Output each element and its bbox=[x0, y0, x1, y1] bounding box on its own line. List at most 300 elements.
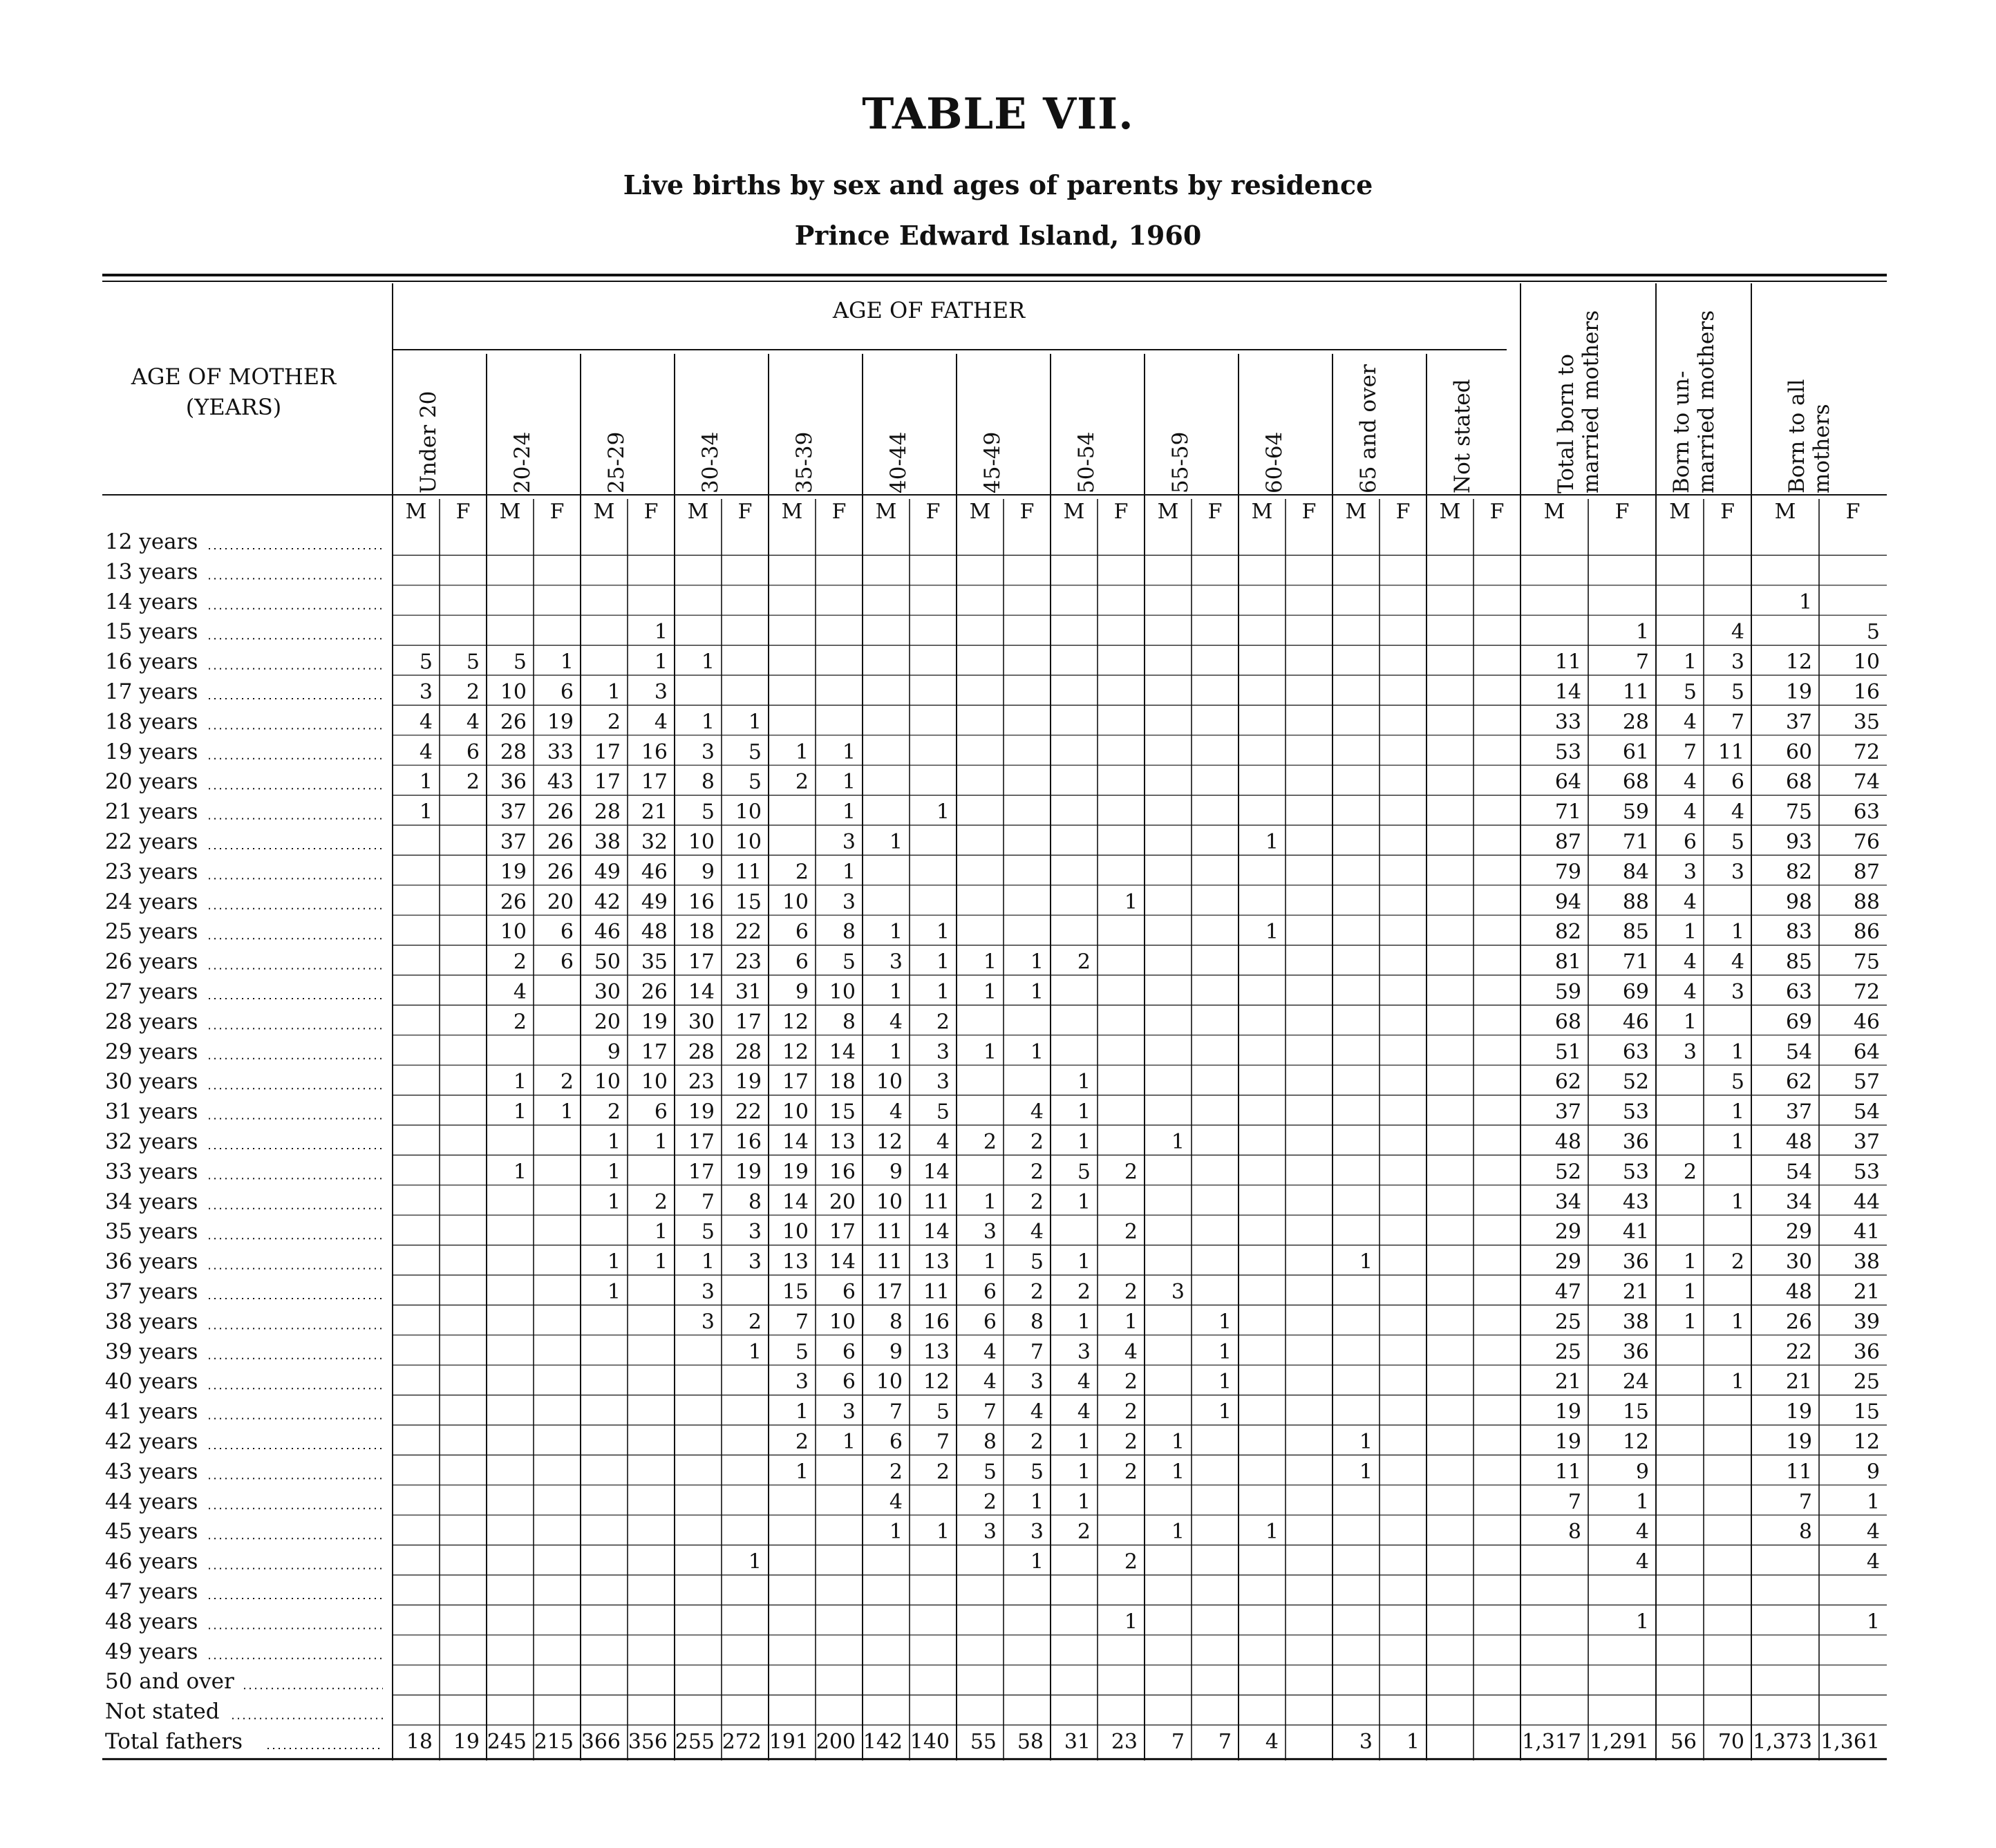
table-cell: 12 bbox=[876, 1130, 903, 1154]
row-label: 25 years bbox=[105, 919, 198, 945]
table-cell: 10 bbox=[735, 800, 762, 824]
table-cell: 5 bbox=[748, 770, 762, 795]
sex-label: M bbox=[499, 500, 521, 524]
sex-label: F bbox=[1207, 500, 1223, 524]
table-cell: 48 bbox=[641, 920, 668, 945]
table-cell: 28 bbox=[1622, 710, 1649, 735]
table-cell: 22 bbox=[1785, 1339, 1812, 1364]
table-cell: 8 bbox=[1567, 1520, 1581, 1545]
table-cell: 36 bbox=[1622, 1339, 1649, 1364]
total-cell: 245 bbox=[487, 1730, 527, 1754]
table-cell: 3 bbox=[701, 739, 715, 764]
row-label: 34 years bbox=[105, 1189, 198, 1214]
table-cell: 16 bbox=[641, 739, 668, 764]
table-cell: 10 bbox=[500, 680, 527, 704]
table-cell: 16 bbox=[735, 1130, 762, 1154]
table-cell: 7 bbox=[1030, 1339, 1044, 1364]
father-header: AGE OF FATHER bbox=[832, 297, 1026, 323]
table-cell: 49 bbox=[594, 860, 621, 885]
table-cell: 1 bbox=[1866, 1610, 1880, 1634]
table-cell: 53 bbox=[1622, 1100, 1649, 1124]
table-cell: 6 bbox=[560, 950, 574, 974]
table-cell: 2 bbox=[1124, 1370, 1138, 1395]
total-cell: 19 bbox=[453, 1730, 480, 1754]
total-cell: 272 bbox=[722, 1730, 762, 1754]
row-label: 28 years bbox=[105, 1009, 198, 1035]
table-cell: 11 bbox=[876, 1250, 903, 1274]
table-cell: 10 bbox=[876, 1189, 903, 1214]
table-cell: 15 bbox=[1622, 1399, 1649, 1424]
table-cell: 21 bbox=[1785, 1370, 1812, 1395]
father-group-label: 50-54 bbox=[1074, 431, 1099, 493]
table-cell: 5 bbox=[1866, 620, 1880, 645]
table-cell: 3 bbox=[936, 1070, 950, 1095]
sex-label: M bbox=[875, 500, 897, 524]
row-label: 24 years bbox=[105, 889, 198, 914]
table-cell: 2 bbox=[1124, 1220, 1138, 1245]
table-cell: 30 bbox=[1785, 1250, 1812, 1274]
table-cell: 44 bbox=[1853, 1189, 1880, 1214]
table-cell: 75 bbox=[1853, 950, 1880, 974]
table-cell: 54 bbox=[1785, 1039, 1812, 1064]
table-cell: 17 bbox=[782, 1070, 809, 1095]
table-cell: 25 bbox=[1853, 1370, 1880, 1395]
table-cell: 29 bbox=[1785, 1220, 1812, 1245]
table-cell: 1 bbox=[1171, 1130, 1185, 1154]
table-cell: 33 bbox=[547, 739, 574, 764]
table-cell: 19 bbox=[1785, 1399, 1812, 1424]
summary-group-label: Born to all bbox=[1785, 379, 1809, 493]
table-cell: 1 bbox=[983, 980, 997, 1004]
table-cell: 37 bbox=[1785, 710, 1812, 735]
summary-group-label-2: married mothers bbox=[1579, 310, 1603, 493]
table-cell: 88 bbox=[1853, 889, 1880, 914]
table-cell: 3 bbox=[936, 1039, 950, 1064]
table-cell: 4 bbox=[513, 980, 527, 1004]
table-cell: 60 bbox=[1785, 739, 1812, 764]
table-cell: 1 bbox=[513, 1100, 527, 1124]
table-cell: 71 bbox=[1622, 950, 1649, 974]
table-cell: 1 bbox=[842, 800, 856, 824]
table-cell: 71 bbox=[1622, 830, 1649, 854]
table-cell: 6 bbox=[1731, 770, 1744, 795]
table-cell: 68 bbox=[1554, 1010, 1581, 1035]
total-cell: 7 bbox=[1171, 1730, 1185, 1754]
table-cell: 14 bbox=[923, 1220, 950, 1245]
table-cell: 11 bbox=[1785, 1460, 1812, 1484]
table-cell: 20 bbox=[594, 1010, 621, 1035]
table-cell: 7 bbox=[936, 1430, 950, 1454]
table-cell: 7 bbox=[1731, 710, 1744, 735]
table-cell: 17 bbox=[594, 770, 621, 795]
table-cell: 10 bbox=[829, 980, 856, 1004]
row-label: 27 years bbox=[105, 979, 198, 1004]
table-cell: 11 bbox=[1622, 680, 1649, 704]
sex-label: M bbox=[969, 500, 991, 524]
table-cell: 4 bbox=[1683, 710, 1697, 735]
table-cell: 1 bbox=[936, 980, 950, 1004]
row-label: 13 years bbox=[105, 559, 198, 585]
summary-group-label: Born to un- bbox=[1669, 370, 1694, 493]
table-cell: 2 bbox=[1683, 1160, 1697, 1185]
table-cell: 5 bbox=[1731, 680, 1744, 704]
table-cell: 12 bbox=[1622, 1430, 1649, 1454]
row-label: 12 years bbox=[105, 529, 198, 554]
table-cell: 13 bbox=[782, 1250, 809, 1274]
table-cell: 11 bbox=[1554, 650, 1581, 675]
table-cell: 1 bbox=[419, 770, 433, 795]
table-cell: 3 bbox=[1030, 1370, 1044, 1395]
total-cell: 7 bbox=[1218, 1730, 1232, 1754]
table-cell: 1 bbox=[1124, 889, 1138, 914]
table-cell: 14 bbox=[782, 1130, 809, 1154]
table-cell: 17 bbox=[829, 1220, 856, 1245]
table-cell: 64 bbox=[1853, 1039, 1880, 1064]
father-group-label: 65 and over bbox=[1356, 364, 1381, 493]
table-cell: 72 bbox=[1853, 980, 1880, 1004]
row-label: 30 years bbox=[105, 1069, 198, 1095]
table-cell: 2 bbox=[983, 1489, 997, 1514]
table-cell: 6 bbox=[983, 1310, 997, 1335]
table-cell: 4 bbox=[1635, 1549, 1649, 1574]
table-cell: 30 bbox=[594, 980, 621, 1004]
total-cell: 56 bbox=[1670, 1730, 1697, 1754]
table-cell: 5 bbox=[1030, 1460, 1044, 1484]
table-cell: 2 bbox=[466, 680, 480, 704]
total-cell: 1,361 bbox=[1820, 1730, 1880, 1754]
table-cell: 63 bbox=[1853, 800, 1880, 824]
table-cell: 1 bbox=[1683, 1310, 1697, 1335]
table-cell: 36 bbox=[1622, 1250, 1649, 1274]
table-cell: 15 bbox=[735, 889, 762, 914]
table-cell: 4 bbox=[983, 1370, 997, 1395]
table-cell: 23 bbox=[735, 950, 762, 974]
total-cell: 3 bbox=[1359, 1730, 1373, 1754]
table-cell: 50 bbox=[594, 950, 621, 974]
table-cell: 1 bbox=[1218, 1399, 1232, 1424]
table-cell: 5 bbox=[701, 1220, 715, 1245]
total-cell: 191 bbox=[769, 1730, 809, 1754]
table-cell: 52 bbox=[1622, 1070, 1649, 1095]
table-cell: 41 bbox=[1622, 1220, 1649, 1245]
table-cell: 2 bbox=[1077, 1280, 1091, 1304]
row-label: 46 years bbox=[105, 1549, 198, 1574]
table-cell: 1 bbox=[1265, 1520, 1279, 1545]
table-cell: 10 bbox=[782, 889, 809, 914]
table-cell: 9 bbox=[607, 1039, 621, 1064]
table-cell: 71 bbox=[1554, 800, 1581, 824]
table-cell: 26 bbox=[1785, 1310, 1812, 1335]
sex-label: M bbox=[1157, 500, 1179, 524]
table-cell: 1 bbox=[1798, 590, 1812, 614]
table-cell: 38 bbox=[594, 830, 621, 854]
table-cell: 3 bbox=[889, 950, 903, 974]
table-cell: 36 bbox=[500, 770, 527, 795]
table-cell: 2 bbox=[1124, 1160, 1138, 1185]
table-cell: 19 bbox=[1785, 680, 1812, 704]
table-cell: 1 bbox=[1731, 1039, 1744, 1064]
table-cell: 1 bbox=[513, 1160, 527, 1185]
total-cell: 55 bbox=[970, 1730, 997, 1754]
table-cell: 68 bbox=[1622, 770, 1649, 795]
table-cell: 1 bbox=[1731, 1189, 1744, 1214]
table-cell: 1 bbox=[654, 1130, 668, 1154]
table-cell: 1 bbox=[1077, 1430, 1091, 1454]
row-label: 22 years bbox=[105, 829, 198, 854]
table-cell: 49 bbox=[641, 889, 668, 914]
table-location: Prince Edward Island, 1960 bbox=[794, 220, 1202, 251]
table-cell: 37 bbox=[500, 830, 527, 854]
sex-label: F bbox=[831, 500, 847, 524]
sex-label: F bbox=[1113, 500, 1129, 524]
table-cell: 2 bbox=[560, 1070, 574, 1095]
table-cell: 2 bbox=[513, 950, 527, 974]
table-cell: 23 bbox=[688, 1070, 715, 1095]
table-cell: 22 bbox=[735, 920, 762, 945]
total-cell: 200 bbox=[816, 1730, 856, 1754]
table-cell: 9 bbox=[889, 1339, 903, 1364]
row-label: 26 years bbox=[105, 949, 198, 974]
table-cell: 4 bbox=[1030, 1100, 1044, 1124]
table-cell: 1 bbox=[607, 1189, 621, 1214]
table-cell: 10 bbox=[876, 1370, 903, 1395]
table-cell: 5 bbox=[936, 1100, 950, 1124]
table-cell: 19 bbox=[1554, 1430, 1581, 1454]
table-cell: 35 bbox=[1853, 710, 1880, 735]
table-cell: 10 bbox=[782, 1100, 809, 1124]
father-group-label: Under 20 bbox=[416, 390, 441, 493]
table-cell: 1 bbox=[1683, 650, 1697, 675]
table-cell: 15 bbox=[782, 1280, 809, 1304]
table-cell: 1 bbox=[1731, 920, 1744, 945]
table-cell: 1 bbox=[607, 1160, 621, 1185]
table-cell: 1 bbox=[1171, 1430, 1185, 1454]
table-cell: 5 bbox=[419, 650, 433, 675]
table-cell: 1 bbox=[1683, 1280, 1697, 1304]
table-cell: 2 bbox=[983, 1130, 997, 1154]
total-cell: 1,317 bbox=[1522, 1730, 1581, 1754]
table-cell: 35 bbox=[641, 950, 668, 974]
table-cell: 30 bbox=[688, 1010, 715, 1035]
table-cell: 1 bbox=[654, 1220, 668, 1245]
table-cell: 5 bbox=[466, 650, 480, 675]
table-cell: 2 bbox=[1077, 1520, 1091, 1545]
table-cell: 72 bbox=[1853, 739, 1880, 764]
total-cell: 366 bbox=[581, 1730, 621, 1754]
row-label: 17 years bbox=[105, 679, 198, 704]
table-cell: 10 bbox=[1853, 650, 1880, 675]
table-cell: 43 bbox=[1622, 1189, 1649, 1214]
table-cell: 6 bbox=[560, 920, 574, 945]
row-label: 39 years bbox=[105, 1339, 198, 1364]
table-cell: 1 bbox=[1077, 1070, 1091, 1095]
table-cell: 25 bbox=[1554, 1339, 1581, 1364]
table-cell: 1 bbox=[1683, 1010, 1697, 1035]
row-label: 32 years bbox=[105, 1129, 198, 1154]
table-cell: 4 bbox=[1683, 980, 1697, 1004]
table-cell: 28 bbox=[735, 1039, 762, 1064]
table-cell: 1 bbox=[560, 1100, 574, 1124]
total-cell: 140 bbox=[910, 1730, 950, 1754]
table-cell: 5 bbox=[513, 650, 527, 675]
table-cell: 1 bbox=[1218, 1370, 1232, 1395]
father-group-label: 45-49 bbox=[980, 431, 1005, 493]
father-group-label: 55-59 bbox=[1168, 431, 1193, 493]
table-cell: 38 bbox=[1853, 1250, 1880, 1274]
table-cell: 10 bbox=[876, 1070, 903, 1095]
summary-group-label-2: married mothers bbox=[1694, 310, 1719, 493]
summary-group-label-2: mothers bbox=[1809, 404, 1834, 493]
table-cell: 1 bbox=[1077, 1130, 1091, 1154]
sex-label: M bbox=[781, 500, 803, 524]
table-cell: 17 bbox=[641, 1039, 668, 1064]
table-cell: 7 bbox=[1567, 1489, 1581, 1514]
table-cell: 24 bbox=[1622, 1370, 1649, 1395]
sex-label: M bbox=[1774, 500, 1796, 524]
table-cell: 5 bbox=[1030, 1250, 1044, 1274]
table-cell: 1 bbox=[607, 1280, 621, 1304]
table-cell: 26 bbox=[547, 860, 574, 885]
table-cell: 2 bbox=[1030, 1189, 1044, 1214]
table-cell: 11 bbox=[735, 860, 762, 885]
table-cell: 1 bbox=[1635, 1610, 1649, 1634]
table-cell: 5 bbox=[795, 1339, 809, 1364]
table-cell: 1 bbox=[654, 1250, 668, 1274]
row-label: 47 years bbox=[105, 1579, 198, 1604]
table-cell: 62 bbox=[1785, 1070, 1812, 1095]
table-cell: 22 bbox=[735, 1100, 762, 1124]
table-cell: 1 bbox=[1077, 1250, 1091, 1274]
table-cell: 4 bbox=[1731, 620, 1744, 645]
table-cell: 1 bbox=[889, 920, 903, 945]
table-cell: 1 bbox=[1171, 1460, 1185, 1484]
table-cell: 8 bbox=[701, 770, 715, 795]
table-cell: 1 bbox=[654, 650, 668, 675]
table-cell: 5 bbox=[1077, 1160, 1091, 1185]
table-cell: 34 bbox=[1785, 1189, 1812, 1214]
table-cell: 10 bbox=[688, 830, 715, 854]
table-cell: 1 bbox=[795, 739, 809, 764]
table-cell: 3 bbox=[419, 680, 433, 704]
table-cell: 1 bbox=[889, 1520, 903, 1545]
table-cell: 11 bbox=[1554, 1460, 1581, 1484]
sex-label: F bbox=[455, 500, 471, 524]
table-cell: 16 bbox=[829, 1160, 856, 1185]
table-cell: 57 bbox=[1853, 1070, 1880, 1095]
table-cell: 2 bbox=[466, 770, 480, 795]
table-cell: 2 bbox=[889, 1460, 903, 1484]
table-cell: 51 bbox=[1554, 1039, 1581, 1064]
table-cell: 1 bbox=[701, 710, 715, 735]
table-cell: 26 bbox=[547, 830, 574, 854]
table-cell: 53 bbox=[1554, 739, 1581, 764]
table-cell: 29 bbox=[1554, 1250, 1581, 1274]
table-cell: 26 bbox=[500, 710, 527, 735]
table-cell: 54 bbox=[1785, 1160, 1812, 1185]
table-cell: 54 bbox=[1853, 1100, 1880, 1124]
table-cell: 1 bbox=[842, 739, 856, 764]
sex-label: F bbox=[1489, 500, 1505, 524]
table-cell: 20 bbox=[829, 1189, 856, 1214]
table-cell: 68 bbox=[1785, 770, 1812, 795]
table-cell: 8 bbox=[1030, 1310, 1044, 1335]
table-cell: 6 bbox=[842, 1339, 856, 1364]
table-cell: 3 bbox=[1683, 860, 1697, 885]
table-cell: 1 bbox=[1171, 1520, 1185, 1545]
row-label: 29 years bbox=[105, 1039, 198, 1064]
table-cell: 4 bbox=[1683, 800, 1697, 824]
table-cell: 2 bbox=[1124, 1549, 1138, 1574]
table-cell: 36 bbox=[1622, 1130, 1649, 1154]
table-cell: 5 bbox=[842, 950, 856, 974]
table-cell: 28 bbox=[500, 739, 527, 764]
table-cell: 2 bbox=[654, 1189, 668, 1214]
table-cell: 10 bbox=[735, 830, 762, 854]
sex-label: F bbox=[925, 500, 941, 524]
row-label: 23 years bbox=[105, 859, 198, 885]
table-cell: 1 bbox=[701, 1250, 715, 1274]
table-cell: 26 bbox=[500, 889, 527, 914]
table-cell: 39 bbox=[1853, 1310, 1880, 1335]
table-cell: 6 bbox=[795, 950, 809, 974]
table-cell: 1 bbox=[795, 1399, 809, 1424]
summary-group-label: Total born to bbox=[1554, 354, 1579, 493]
table-cell: 19 bbox=[735, 1070, 762, 1095]
table-cell: 52 bbox=[1554, 1160, 1581, 1185]
table-cell: 1 bbox=[654, 620, 668, 645]
table-cell: 1 bbox=[1077, 1460, 1091, 1484]
table-cell: 6 bbox=[1683, 830, 1697, 854]
table-cell: 1 bbox=[1077, 1310, 1091, 1335]
total-cell: 70 bbox=[1717, 1730, 1744, 1754]
stub-header-line2: (YEARS) bbox=[185, 394, 282, 420]
row-label: 44 years bbox=[105, 1489, 198, 1514]
table-cell: 2 bbox=[748, 1310, 762, 1335]
total-cell: 58 bbox=[1017, 1730, 1044, 1754]
table-cell: 1 bbox=[748, 1339, 762, 1364]
table-cell: 12 bbox=[923, 1370, 950, 1395]
table-cell: 4 bbox=[1635, 1520, 1649, 1545]
table-cell: 59 bbox=[1622, 800, 1649, 824]
table-cell: 36 bbox=[1853, 1339, 1880, 1364]
table-cell: 12 bbox=[782, 1010, 809, 1035]
table-cell: 86 bbox=[1853, 920, 1880, 945]
sex-label: F bbox=[1614, 500, 1630, 524]
table-cell: 1 bbox=[419, 800, 433, 824]
table-cell: 3 bbox=[701, 1280, 715, 1304]
table-cell: 84 bbox=[1622, 860, 1649, 885]
table-cell: 19 bbox=[782, 1160, 809, 1185]
table-cell: 1 bbox=[1030, 1549, 1044, 1574]
table-cell: 2 bbox=[607, 710, 621, 735]
row-label: 49 years bbox=[105, 1639, 198, 1664]
table-cell: 6 bbox=[983, 1280, 997, 1304]
table-cell: 9 bbox=[1635, 1460, 1649, 1484]
sex-label: F bbox=[1720, 500, 1735, 524]
table-cell: 1 bbox=[1359, 1460, 1373, 1484]
table-cell: 38 bbox=[1622, 1310, 1649, 1335]
row-label: 36 years bbox=[105, 1249, 198, 1274]
table-cell: 10 bbox=[500, 920, 527, 945]
table-cell: 14 bbox=[829, 1039, 856, 1064]
table-cell: 11 bbox=[1717, 739, 1744, 764]
row-label: 20 years bbox=[105, 769, 198, 795]
sex-label: F bbox=[643, 500, 659, 524]
table-cell: 4 bbox=[1683, 770, 1697, 795]
table-cell: 3 bbox=[795, 1370, 809, 1395]
sex-label: M bbox=[593, 500, 615, 524]
table-cell: 3 bbox=[748, 1220, 762, 1245]
